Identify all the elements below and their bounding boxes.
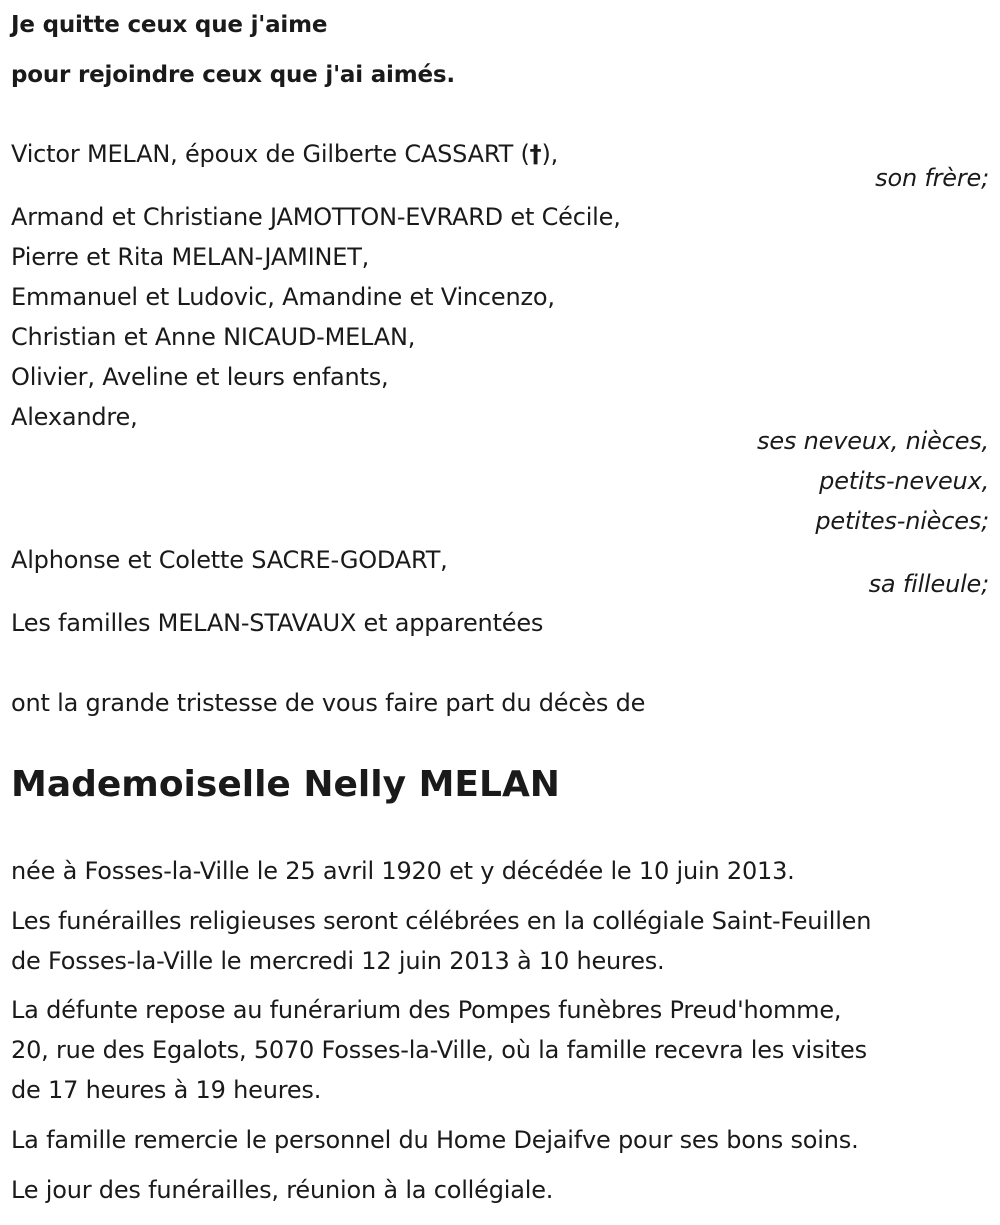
nephew-line-1: Armand et Christiane JAMOTTON-EVRARD et Cécile, [11, 203, 621, 231]
repose-line-3: de 17 heures à 19 heures. [11, 1076, 322, 1104]
cross-icon: † [529, 140, 542, 168]
nephews-role-2: petits-neveux, [819, 467, 989, 495]
families-line: Les familles MELAN-STAVAUX et apparentées [11, 609, 544, 637]
deceased-name: Mademoiselle Nelly MELAN [11, 764, 560, 805]
brother-name: Victor MELAN, époux de Gilberte CASSART ( [11, 140, 530, 168]
nephew-line-6: Alexandre, [11, 403, 138, 431]
announcement-line: ont la grande tristesse de vous faire part du décès de [11, 689, 646, 717]
thanks-line: La famille remercie le personnel du Home Dejaifve pour ses bons soins. [11, 1126, 859, 1154]
nephew-line-4: Christian et Anne NICAUD-MELAN, [11, 323, 416, 351]
funeral-line-1: Les funérailles religieuses seront célébrées en la collégiale Saint-Feuillen [11, 907, 872, 935]
brother-line [11, 139, 558, 169]
epigraph-line-2: pour rejoindre ceux que j'ai aimés. [11, 62, 455, 88]
gathering-line: Le jour des funérailles, réunion à la collégiale. [11, 1176, 554, 1204]
birth-death-line: née à Fosses-la-Ville le 25 avril 1920 et y décédée le 10 juin 2013. [11, 857, 795, 885]
epigraph-line-1: Je quitte ceux que j'aime [11, 12, 328, 38]
goddaughter-role: sa filleule; [868, 570, 989, 598]
nephews-role-3: petites-nièces; [815, 507, 989, 535]
goddaughter-name: Alphonse et Colette SACRE-GODART, [11, 546, 448, 574]
nephew-line-3: Emmanuel et Ludovic, Amandine et Vincenzo, [11, 283, 555, 311]
brother-suffix: ), [541, 140, 559, 168]
nephew-line-5: Olivier, Aveline et leurs enfants, [11, 363, 389, 391]
nephew-line-2: Pierre et Rita MELAN-JAMINET, [11, 243, 370, 271]
nephews-role-1: ses neveux, nièces, [757, 427, 989, 455]
repose-line-2: 20, rue des Egalots, 5070 Fosses-la-Ville, où la famille recevra les visites [11, 1036, 867, 1064]
repose-line-1: La défunte repose au funérarium des Pompes funèbres Preud'homme, [11, 996, 842, 1024]
funeral-line-2: de Fosses-la-Ville le mercredi 12 juin 2013 à 10 heures. [11, 947, 665, 975]
brother-role: son frère; [875, 164, 989, 192]
